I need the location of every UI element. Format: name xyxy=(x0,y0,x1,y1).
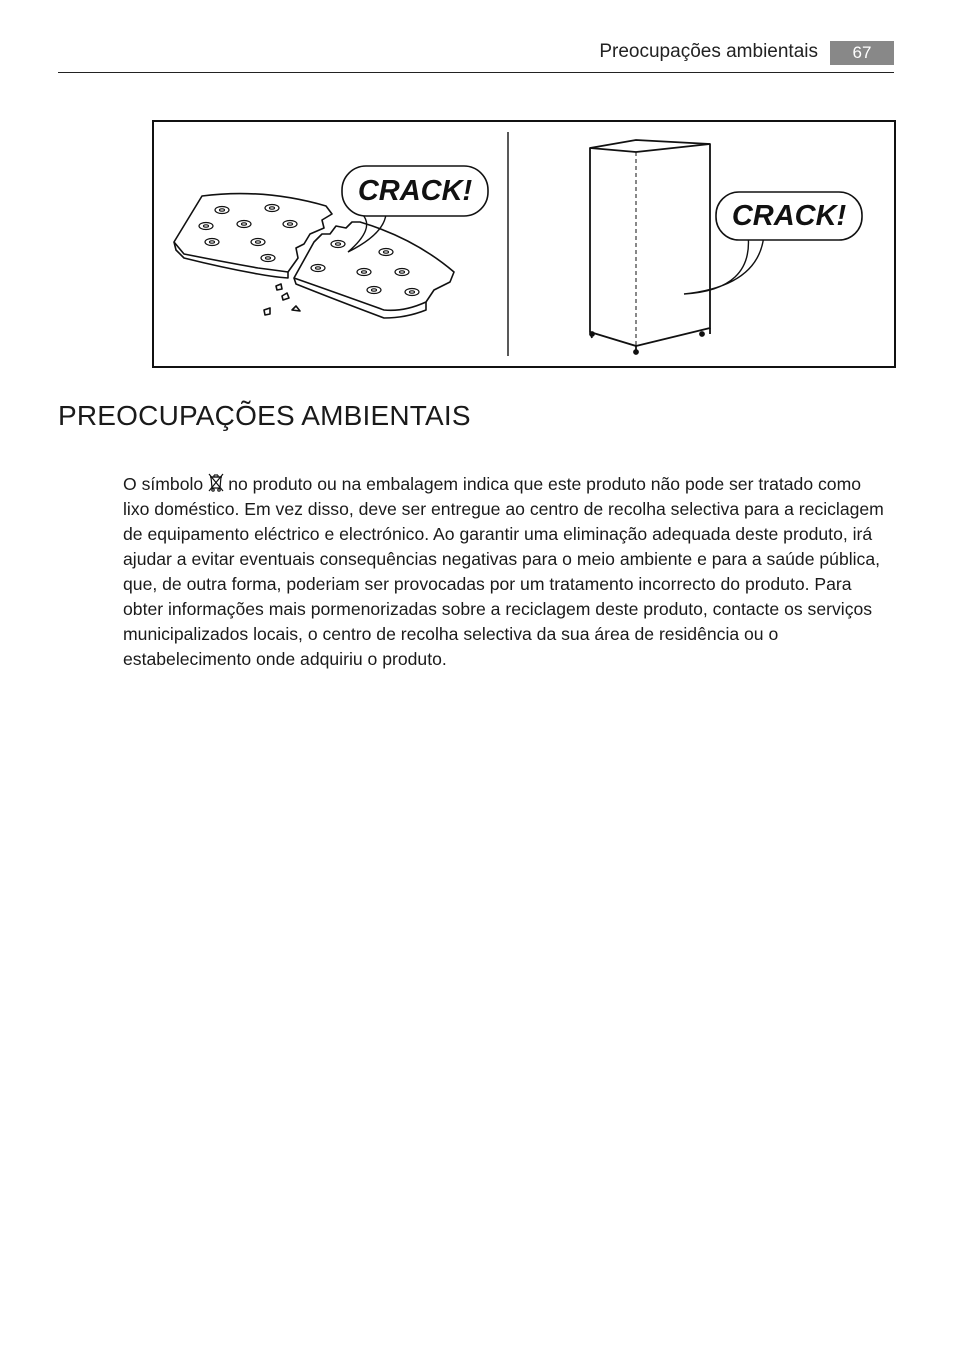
page-header xyxy=(58,38,894,73)
text-after-icon: no produto ou na embalagem indica que este produto não pode ser tratado como lixo doméstico. Em vez disso, deve ser entregue ao centro de recolha selectiva para a reciclagem de equipamento eléctrico e electrónico. Ao garantir uma eliminação adequada deste produto, irá ajudar a evitar eventuais consequências negativas para o meio ambiente e para a saúde pública, que, de outra forma, poderiam ser provocadas por um tratamento incorrecto do produto. Para obter informações mais pormenorizadas sobre a reciclagem deste produto, contacte os serviços municipalizados locais, o centro de recolha selectiva da sua área de residência ou o estabelecimento onde adquiriu o produto. xyxy=(123,474,884,669)
left-crack-label: CRACK! xyxy=(357,175,473,207)
page-number: 67 xyxy=(830,41,894,65)
illustration-panel xyxy=(152,120,896,368)
section-title: PREOCUPAÇÕES AMBIENTAIS xyxy=(58,400,471,431)
refrigerator-illustration xyxy=(590,140,710,354)
environmental-paragraph xyxy=(123,472,891,672)
running-header-title: Preocupações ambientais xyxy=(599,41,818,62)
right-crack-label: CRACK! xyxy=(731,200,847,232)
illustration-svg xyxy=(154,122,894,366)
text-before-icon: O símbolo xyxy=(123,474,204,494)
crossed-out-wheelie-bin-icon xyxy=(207,473,225,493)
